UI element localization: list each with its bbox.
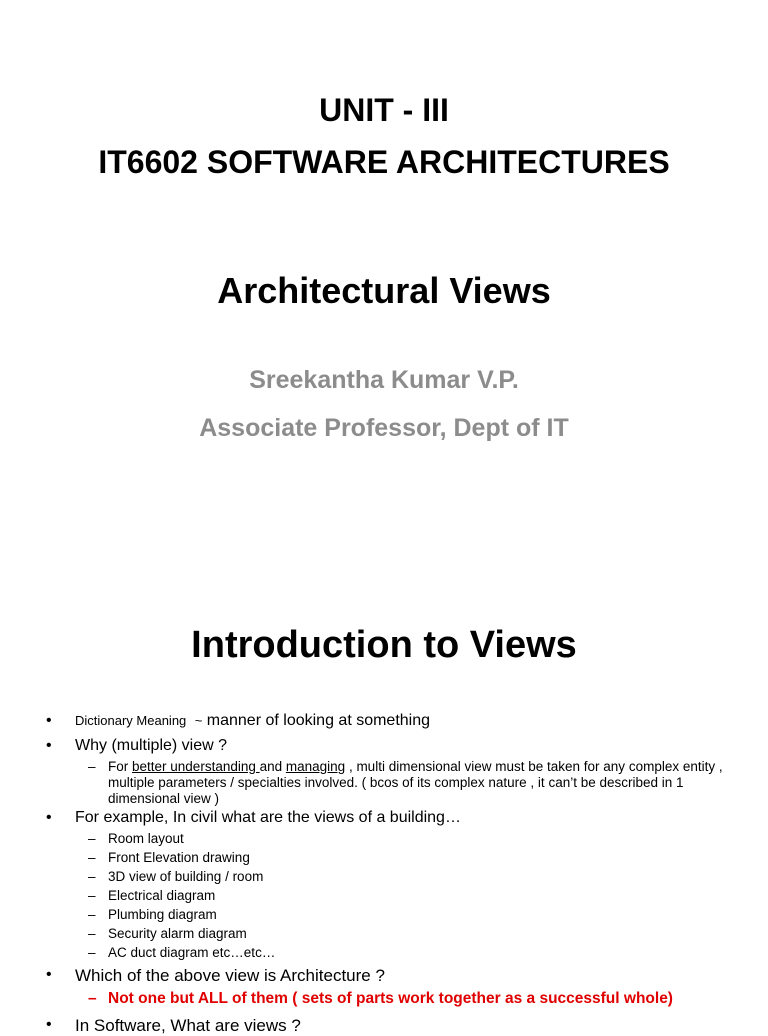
bullet-marker: •	[46, 809, 52, 826]
content-slide: Introduction to Views • Dictionary Meaning ~ manner of looking at something • Why (multiple) view ? – For better understanding and managing , multi dimensional view must be taken for any complex entity , multiple parameters / specialties involved. ( bcos of its complex nature , it can’t be described in 1 dimensional view ) • For example, In civil what are the views of a building… – Room layout – Front Elevation drawing – 3D view of building / room – Electrical diagram – Plumbing diagram – Security alarm diagram – AC duct diagram etc…etc… • Which of the above view is Architecture ? – Not one but ALL of them ( sets of parts work together as a successful whole) • In Software, What are views ?	[0, 576, 768, 1024]
dictionary-label: Dictionary Meaning	[75, 713, 187, 728]
author-role: Associate Professor, Dept of IT	[199, 414, 569, 442]
underlined-managing: managing	[285, 759, 346, 774]
dictionary-definition: manner of looking at something	[206, 712, 431, 729]
dash-marker: –	[88, 990, 97, 1007]
unit-heading: UNIT - III	[319, 92, 449, 128]
dash-marker: –	[88, 831, 96, 846]
dash-marker: –	[88, 850, 96, 865]
bullet-marker: •	[46, 737, 52, 754]
tilde-mark: ~	[194, 713, 203, 728]
underlined-better-understanding: better understanding	[132, 759, 260, 774]
bullet-marker: •	[46, 1016, 52, 1033]
dash-marker: –	[88, 759, 96, 774]
dash-marker: –	[88, 869, 96, 884]
bullet-marker: •	[46, 712, 52, 729]
dash-marker: –	[88, 945, 96, 960]
bullet-text: In Software, What are views ?	[75, 1016, 301, 1035]
bullet-text: Which of the above view is Architecture ?	[75, 966, 385, 985]
dash-marker: –	[88, 888, 96, 903]
slide-subtitle: Architectural Views	[217, 270, 551, 311]
author-name: Sreekantha Kumar V.P.	[249, 366, 519, 394]
dash-marker: –	[88, 907, 96, 922]
bullet-text: Why (multiple) view ?	[75, 737, 228, 754]
course-title: IT6602 SOFTWARE ARCHITECTURES	[98, 144, 670, 180]
bullet-marker: •	[46, 966, 52, 983]
dash-marker: –	[88, 926, 96, 941]
bullet-text: For example, In civil what are the views of a building…	[75, 809, 461, 826]
slide-title: Introduction to Views	[191, 624, 577, 666]
